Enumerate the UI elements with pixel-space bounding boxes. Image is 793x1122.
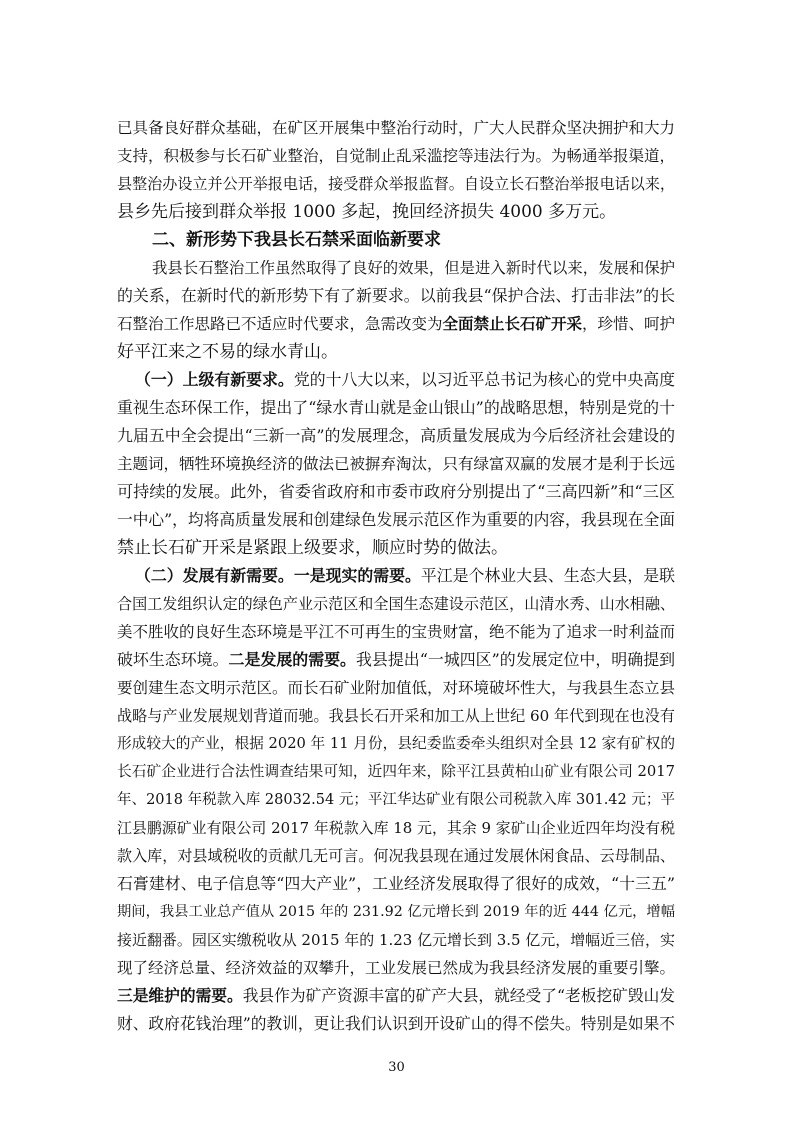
body-line: 要创建生态文明示范区。而长石矿业附加值低，对环境破坏性大，与我县生态立县: [117, 679, 676, 697]
body-line: 江县鹏源矿业有限公司 2017 年税款入库 18 元，其余 9 家矿山企业近四年均没有税: [117, 819, 675, 837]
body-line: 年、2018 年税款入库 28032.54 元；平江华达矿业有限公司税款入库 301.42 元；平: [117, 792, 675, 808]
body-line: 接近翻番。园区实缴税收从 2015 年的 1.23 亿元增长到 3.5 亿元，增幅近三倍，实: [117, 931, 675, 949]
body-line: 期间，我县工业总产值从 2015 年的 231.92 亿元增长到 2019 年的近 444 亿元，增幅: [117, 904, 675, 920]
body-line: 形成较大的产业，根据 2020 年 11 月份，县纪委监委牵头组织对全县 12 家有矿权的: [117, 735, 675, 752]
body-line: 县乡先后接到群众举报 1000 多起，挽回经济损失 4000 多万元。: [117, 202, 617, 222]
body-line: 县整治办设立并公开举报电话，接受群众举报监督。自设立长石整治举报电话以来，: [117, 175, 675, 193]
body-line: 现了经济总量、经济效益的双攀升，工业发展已然成为我县经济发展的重要引擎。: [117, 959, 676, 977]
body-line: 石膏建材、电子信息等“四大产业”，工业经济发展取得了很好的成效，“十三五”: [117, 874, 675, 893]
body-line: 石整治工作思路已不适应时代要求，急需改变为全面禁止长石矿开采，珍惜、呵护: [117, 314, 676, 333]
body-line: 三是维护的需要。我县作为矿产资源丰富的矿产大县，就经受了“老板挖矿毁山发: [117, 986, 675, 1005]
emphasis-text: 三是维护的需要。: [117, 986, 243, 1005]
body-line: 九届五中全会提出“三新一高”的发展理念，高质量发展成为今后经济社会建设的: [117, 426, 675, 445]
body-line: 主题词，牺牲环境换经济的做法已被摒弃淘汰，只有绿富双赢的发展才是利于长远: [117, 455, 676, 473]
body-line: 的关系，在新时代的新形势下有了新要求。以前我县“保护合法、打击非法”的长: [117, 286, 675, 305]
body-line: 可持续的发展。此外，省委省政府和市委市政府分别提出了“三高四新”和“三区: [117, 482, 675, 501]
page-number: 30: [388, 1060, 405, 1075]
body-line: 合国工发组织认定的绿色产业示范区和全国生态建设示范区，山清水秀、山水相融、: [117, 595, 675, 613]
body-line: 已具备良好群众基础，在矿区开展集中整治行动时，广大人民群众坚决拥护和大力: [117, 119, 676, 137]
body-line: 好平江来之不易的绿水青山。: [117, 342, 338, 362]
body-line: 禁止长石矿开采是紧跟上级要求，顺应时势的做法。: [117, 538, 508, 558]
emphasis-text: 全面禁止长石矿开采: [442, 314, 583, 333]
subheading: （一）上级有新要求。: [135, 370, 294, 389]
body-line: 重视生态环保工作，提出了“绿水青山就是金山银山”的战略思想，特别是党的十: [117, 398, 675, 417]
body-line: 我县长石整治工作虽然取得了良好的效果，但是进入新时代以来，发展和保护: [152, 259, 675, 277]
body-line: 破坏生态环境。二是发展的需要。我县提出“一城四区”的发展定位中，明确提到: [117, 650, 676, 669]
body-line: 财、政府花钱治理”的教训，更让我们认识到开设矿山的得不偿失。特别是如果不: [117, 1014, 675, 1033]
body-line: 美不胜收的良好生态环境是平江不可再生的宝贵财富，绝不能为了追求一时利益而: [117, 623, 676, 641]
subheading-line: （二）发展有新需要。一是现实的需要。平江是个林业大县、生态大县，是联: [135, 566, 675, 585]
emphasis-text: 二是发展的需要。: [228, 650, 356, 669]
body-line: 长石矿企业进行合法性调查结果可知，近四年来，除平江县黄柏山矿业有限公司 2017: [117, 763, 675, 780]
subheading-line: （一）上级有新要求。党的十八大以来，以习近平总书记为核心的党中央高度: [135, 370, 675, 389]
section-heading: 二、新形势下我县长石禁采面临新要求: [152, 230, 441, 250]
body-line: 一中心”，均将高质量发展和创建绿色发展示范区作为重要的内容，我县现在全面: [117, 510, 675, 529]
body-line: 支持，积极参与长石矿业整治，自觉制止乱采滥挖等违法行为。为畅通举报渠道，: [117, 147, 676, 165]
body-line: 战略与产业发展规划背道而驰。我县长石开采和加工从上世纪 60 年代到现在也没有: [117, 707, 675, 725]
subheading: （二）发展有新需要。一是现实的需要。: [135, 566, 421, 585]
body-line: 款入库，对县域税收的贡献几无可言。何况我县现在通过发展休闲食品、云母制品、: [117, 847, 675, 865]
